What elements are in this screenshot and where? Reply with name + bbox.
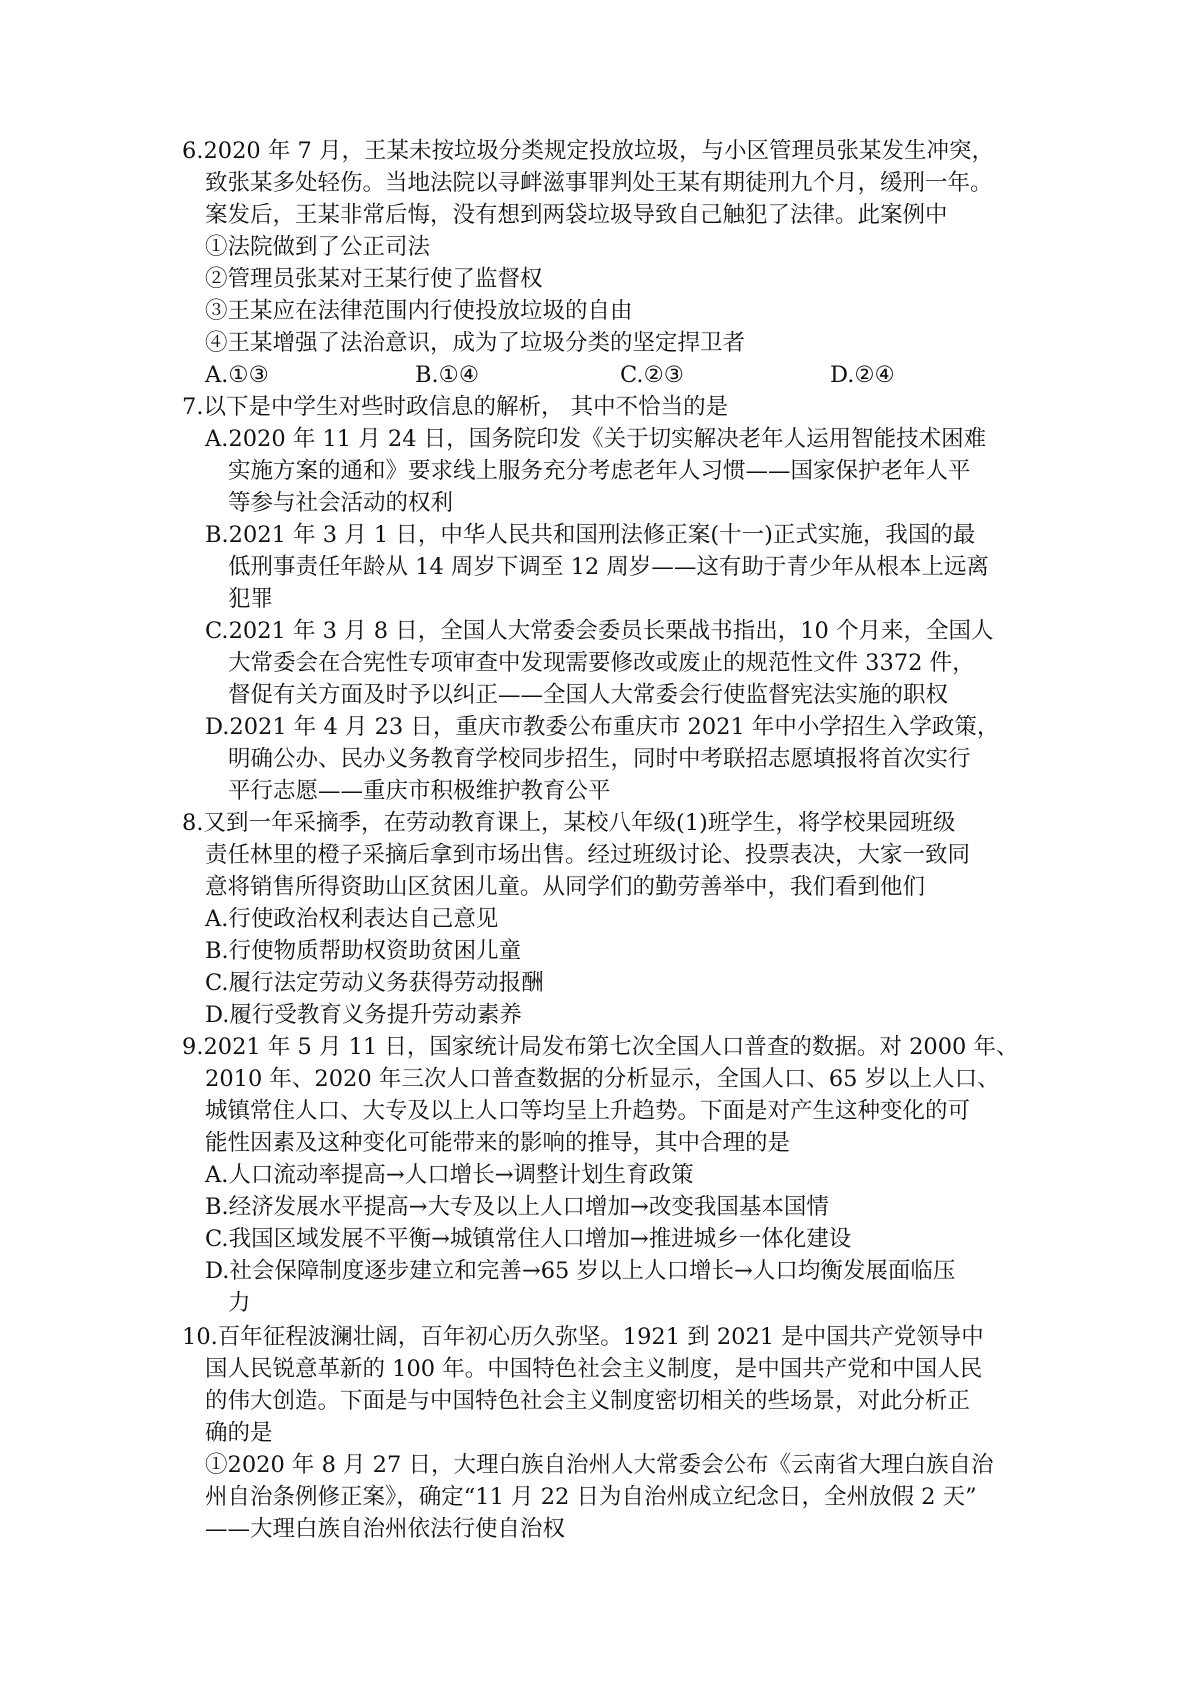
- q8-option-d: D.履行受教育义务提升劳动素养: [205, 1002, 522, 1028]
- q6-stem-line: 案发后，王某非常后悔，没有想到两袋垃圾导致自己触犯了法律。此案例中: [205, 202, 948, 228]
- q6-item: ④王某增强了法治意识，成为了垃圾分类的坚定捍卫者: [205, 330, 746, 356]
- q10-stem-line: 的伟大创造。下面是与中国特色社会主义制度密切相关的些场景，对此分析正: [205, 1388, 971, 1414]
- q9-option-a: A.人口流动率提高→人口增长→调整计划生育政策: [205, 1162, 694, 1188]
- q10-item: ①2020 年 8 月 27 日，大理白族自治州人大常委会公布《云南省大理白族自治: [205, 1452, 994, 1478]
- q9-stem-line: 9.2021 年 5 月 11 日，国家统计局发布第七次全国人口普查的数据。对 2000 年、: [182, 1034, 1019, 1060]
- q7-option-c: C.2021 年 3 月 8 日，全国人大常委会委员长栗战书指出，10 个月来，全国人: [205, 618, 994, 644]
- q7-option-c-cont: 大常委会在合宪性专项审查中发现需要修改或废止的规范性文件 3372 件，: [228, 650, 975, 676]
- q7-stem: 7.以下是中学生对些时政信息的解析， 其中不恰当的是: [182, 394, 729, 420]
- q10-stem-line: 确的是: [205, 1420, 273, 1446]
- q9-stem-line: 城镇常住人口、大专及以上人口等均呈上升趋势。下面是对产生这种变化的可: [205, 1098, 971, 1124]
- q7-option-a: A.2020 年 11 月 24 日，国务院印发《关于切实解决老年人运用智能技术困难: [205, 426, 987, 452]
- q6-item: ①法院做到了公正司法: [205, 234, 431, 260]
- q6-option-d: D.②④: [830, 362, 895, 388]
- q10-item-cont: 州自治条例修正案》，确定“11 月 22 日为自治州成立纪念日，全州放假 2 天”: [205, 1484, 977, 1510]
- q6-item: ③王某应在法律范围内行使投放垃圾的自由: [205, 298, 633, 324]
- q9-stem-line: 能性因素及这种变化可能带来的影响的推导，其中合理的是: [205, 1130, 791, 1156]
- q9-option-c: C.我国区域发展不平衡→城镇常住人口增加→推进城乡一体化建设: [205, 1226, 852, 1252]
- q8-stem-line: 责任林里的橙子采摘后拿到市场出售。经过班级讨论、投票表决，大家一致同: [205, 842, 971, 868]
- q7-option-b-cont: 低刑事责任年龄从 14 周岁下调至 12 周岁——这有助于青少年从根本上远离: [228, 554, 989, 580]
- q9-option-b: B.经济发展水平提高→大专及以上人口增加→改变我国基本国情: [205, 1194, 829, 1220]
- q7-option-b: B.2021 年 3 月 1 日，中华人民共和国刑法修正案(十一)正式实施，我国的最: [205, 522, 976, 548]
- q8-option-c: C.履行法定劳动义务获得劳动报酬: [205, 970, 544, 996]
- q6-option-b: B.①④: [415, 362, 480, 388]
- q7-option-a-cont: 等参与社会活动的权利: [228, 490, 454, 516]
- q8-stem-line: 8.又到一年采摘季，在劳动教育课上，某校八年级(1)班学生，将学校果园班级: [182, 810, 956, 836]
- q10-stem-line: 国人民锐意革新的 100 年。中国特色社会主义制度，是中国共产党和中国人民: [205, 1356, 983, 1382]
- q9-stem-line: 2010 年、2020 年三次人口普查数据的分析显示，全国人口、65 岁以上人口、: [205, 1066, 1000, 1092]
- q7-option-b-cont: 犯罪: [228, 586, 274, 612]
- q9-option-d: D.社会保障制度逐步建立和完善→65 岁以上人口增长→人口均衡发展面临压: [205, 1258, 956, 1284]
- q7-option-d-cont: 明确公办、民办义务教育学校同步招生，同时中考联招志愿填报将首次实行: [228, 746, 971, 772]
- q7-option-d: D.2021 年 4 月 23 日，重庆市教委公布重庆市 2021 年中小学招生入学政策，: [205, 714, 1000, 740]
- q8-stem-line: 意将销售所得资助山区贫困儿童。从同学们的勤劳善举中，我们看到他们: [205, 874, 926, 900]
- q6-option-c: C.②③: [620, 362, 684, 388]
- q7-option-a-cont: 实施方案的通和》要求线上服务充分考虑老年人习惯——国家保护老年人平: [228, 458, 971, 484]
- q6-option-a: A.①③: [205, 362, 269, 388]
- q6-item: ②管理员张某对王某行使了监督权: [205, 266, 543, 292]
- q7-option-c-cont: 督促有关方面及时予以纠正——全国人大常委会行使监督宪法实施的职权: [228, 682, 949, 708]
- q8-option-b: B.行使物质帮助权资助贫困儿童: [205, 938, 522, 964]
- q9-option-d-cont: 力: [228, 1290, 251, 1316]
- q6-stem-line: 致张某多处轻伤。当地法院以寻衅滋事罪判处王某有期徒刑九个月，缓刑一年。: [205, 170, 993, 196]
- q6-stem-line: 6.2020 年 7 月，王某未按垃圾分类规定投放垃圾，与小区管理员张某发生冲突，: [182, 138, 995, 164]
- q10-item-cont: ——大理白族自治州依法行使自治权: [205, 1516, 566, 1542]
- q10-stem-line: 10.百年征程波澜壮阔，百年初心历久弥坚。1921 到 2021 是中国共产党领导中: [182, 1324, 984, 1350]
- q7-option-d-cont: 平行志愿——重庆市积极维护教育公平: [228, 778, 611, 804]
- q8-option-a: A.行使政治权利表达自己意见: [205, 906, 499, 932]
